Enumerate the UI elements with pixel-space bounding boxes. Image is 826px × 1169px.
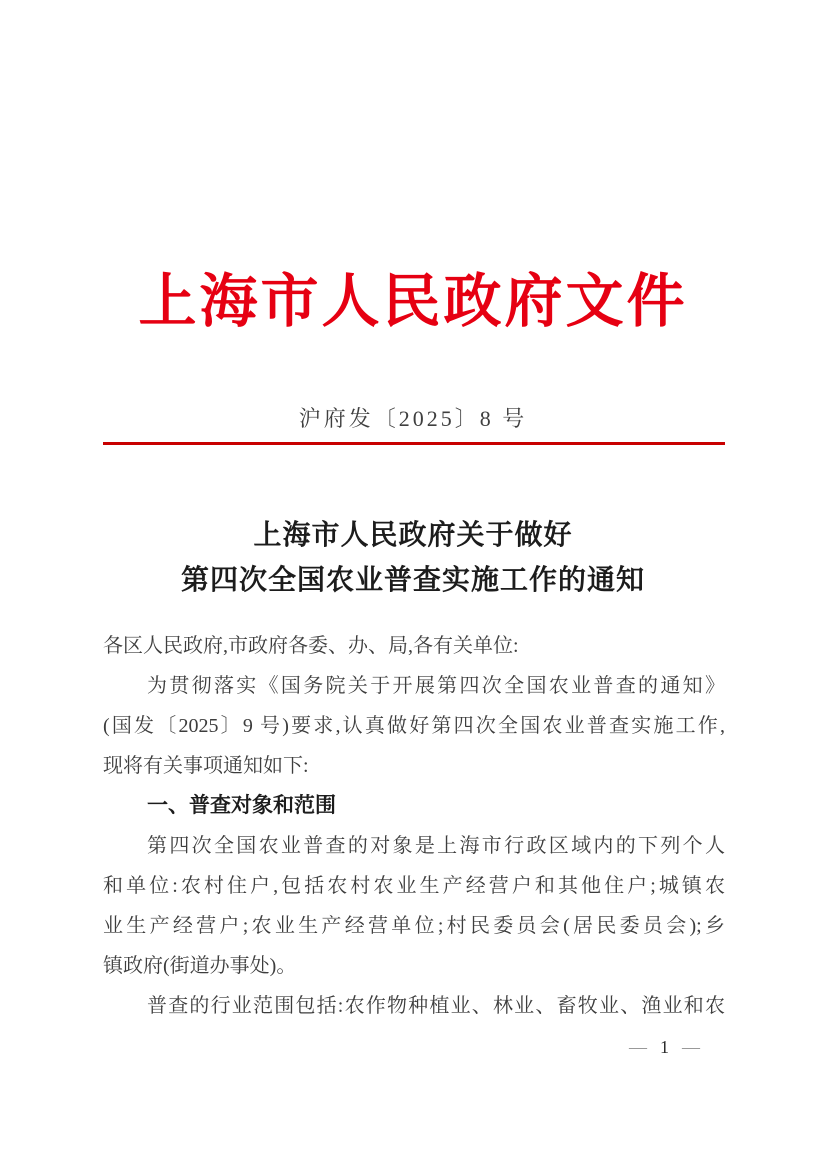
page-number xyxy=(629,1036,700,1058)
red-separator-line xyxy=(103,442,725,445)
body-line: 业生产经营户;农业生产经营单位;村民委员会(居民委员会);乡 xyxy=(103,915,725,937)
page-number-value: 1 xyxy=(660,1036,669,1057)
org-header-title: 上海市人民政府文件 xyxy=(138,269,688,334)
body-line: 现将有关事项通知如下: xyxy=(103,755,309,777)
document-title-line-2: 第四次全国农业普查实施工作的通知 xyxy=(180,565,645,596)
doc-number: 沪府发〔2025〕8 号 xyxy=(298,406,528,431)
body-line: 和单位:农村住户,包括农村农业生产经营户和其他住户;城镇农 xyxy=(103,875,725,897)
body-line: 普查的行业范围包括:农作物种植业、林业、畜牧业、渔业和农 xyxy=(147,995,725,1017)
body-line: 第四次全国农业普查的对象是上海市行政区域内的下列个人 xyxy=(147,835,725,857)
body-line: 为贯彻落实《国务院关于开展第四次全国农业普查的通知》 xyxy=(147,675,725,697)
document-body xyxy=(103,626,725,1026)
document-title-line-1: 上海市人民政府关于做好 xyxy=(253,520,573,551)
body-line: (国发〔2025〕9 号)要求,认真做好第四次全国农业普查实施工作, xyxy=(103,715,725,737)
salutation-line: 各区人民政府,市政府各委、办、局,各有关单位: xyxy=(103,635,519,657)
page-number-right-dash: — xyxy=(682,1036,700,1057)
body-line: 镇政府(街道办事处)。 xyxy=(103,955,297,977)
document-title xyxy=(0,513,826,603)
section-1-heading: 一、普查对象和范围 xyxy=(147,794,336,817)
page-number-left-dash: — xyxy=(629,1036,647,1057)
